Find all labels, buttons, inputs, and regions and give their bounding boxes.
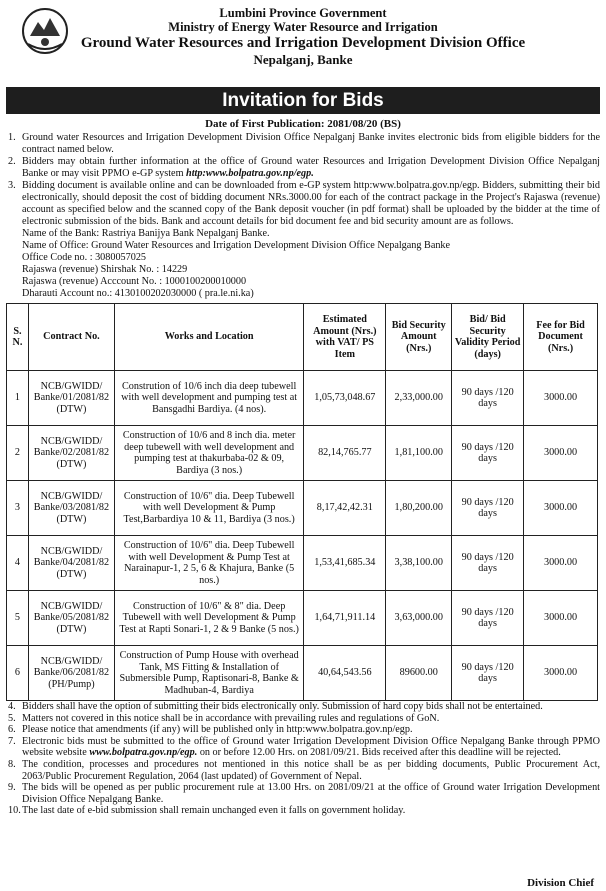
notice-tail — [8, 701, 600, 817]
table-row: 1 NCB/GWIDD/ Banke/01/2081/82 (DTW) Constrution of 10/6 inch dia deep tubewell with well development and pumping test at Bansgadhi Bardiya. (4 nos). 1,05,73,048.67 2,33,000.00 90 days /120 days 3000.00 — [7, 371, 598, 426]
table-header-row — [7, 304, 598, 371]
notice-point: 4. Bidders shall have the option of submitting their bids electronically only. Submission of hard copy bids shall not be entertained. — [8, 701, 543, 712]
col-sn: S. N. — [7, 304, 29, 371]
notice-point: 2. Bidders may obtain further information at the office of Ground water Resources and Irrigation Development Division Office Nepalganj Banke or may visit PPMO e-GP system http:www.bolpatra.gov.np/egp. — [8, 156, 600, 179]
government-emblem-icon — [20, 6, 70, 56]
letterhead — [0, 0, 606, 84]
table-row: 6 NCB/GWIDD/ Banke/06/2081/82 (PH/Pump) Construction of Pump House with overhead Tank, MS Fitting & Installation of Submersible Pump, Raptisonari-8, Banke & Madhuban-4, Bardiya 40,64,543.56 89600.00 90 days /120 days 3000.00 — [7, 646, 598, 701]
egp-link[interactable]: http:www.bolpatra.gov.np/egp. — [186, 168, 314, 179]
notice-body — [8, 132, 600, 300]
signature-title: Division Chief — [527, 877, 594, 889]
col-works: Works and Location — [114, 304, 303, 371]
col-estimate: Estimated Amount (Nrs.) with VAT/ PS Item — [304, 304, 386, 371]
office-code: Office Code no. : 3080057025 — [22, 252, 147, 263]
notice-point: 1. Ground water Resources and Irrigation Development Division Office Nepalganj Banke invites electronic bids from eligible bidders for the contract named below. — [8, 132, 600, 155]
province-line: Lumbini Province Government — [219, 6, 387, 20]
publication-date: Date of First Publication: 2081/08/20 (BS) — [205, 118, 401, 130]
office-location: Nepalganj, Banke — [253, 52, 353, 67]
revenue-account: Rajaswa (revenue) Acccount No. : 1000100200010000 — [22, 276, 247, 287]
col-contract: Contract No. — [28, 304, 114, 371]
page-title: Invitation for Bids — [6, 87, 600, 114]
notice-point: 5. Matters not covered in this notice shall be in accordance with prevailing rules and regulations of GoN. — [8, 712, 440, 724]
notice-point: 7. Electronic bids must be submitted to the office of Ground water Irrigation Development Division Office Nepalgang Banke through PPMO website website www.bolpatra.gov.np/egp. on or before 12.00 Hrs. on 2081/09/21. Bids received after this deadline will be rejected. — [8, 735, 600, 759]
col-fee: Fee for Bid Document (Nrs.) — [524, 304, 598, 371]
table-row: 5 NCB/GWIDD/ Banke/05/2081/82 (DTW) Construction of 10/6" & 8" dia. Deep Tubewell with well Development & Pump Test at Rapti Sonari-1, 2 & 9 Banke (5 nos.) 1,64,71,911.14 3,63,000.00 90 days /120 days 3000.00 — [7, 591, 598, 646]
notice-point: 6. Please notice that amendments (if any) will be published only in http:www.bolpatra.gov.np/egp. — [8, 724, 413, 736]
office-name: Name of Office: Ground Water Resources and Irrigation Development Division Office Nepalgang Banke — [22, 240, 451, 251]
table-row: 2 NCB/GWIDD/ Banke/02/2081/82 (DTW) Construction of 10/6 and 8 inch dia. meter deep tubewell with well development and pumping test at thakurbaba-02 & 09, Bardiya (3 nos.) 82,14,765.77 1,81,100.00 90 days /120 days 3000.00 — [7, 426, 598, 481]
table-row: 3 NCB/GWIDD/ Banke/03/2081/82 (DTW) Construction of 10/6" dia. Deep Tubewell with well Development & Pump Test,Barbardiya 10 & 11, Bardiya (3 nos.) 8,17,42,42.31 1,80,200.00 90 days /120 days 3000.00 — [7, 481, 598, 536]
table-row: 4 NCB/GWIDD/ Banke/04/2081/82 (DTW) Construction of 10/6" dia. Deep Tubewell with well Development & Pump Test at Narainapur-1, 2 5, 6 & Khajura, Banke (5 nos.) 1,53,41,685.34 3,38,100.00 90 days /120 days 3000.00 — [7, 536, 598, 591]
notice-point: 8. The condition, processes and procedures not mentioned in this notice shall be as per bidding documents, Public Procurement Act, 2063/Public Procurement Regulation, 2064 (last updated) of Government of Nepal. — [8, 758, 600, 782]
ministry-line: Ministry of Energy Water Resource and Irrigation — [168, 20, 438, 34]
revenue-shirshak: Rajaswa (revenue) Shirshak No. : 14229 — [22, 264, 188, 275]
office-title: Ground Water Resources and Irrigation Development Division Office — [80, 35, 526, 51]
bids-table — [6, 303, 598, 701]
notice-point: 10. The last date of e-bid submission shall remain unchanged even it falls on government holiday. — [8, 805, 406, 817]
notice-point: 9. The bids will be opened as per public procurement rule at 13.00 Hrs. on 2081/09/21 at the office of Ground water Irrigation Development Division Office Nepalgang Banke. — [8, 782, 600, 805]
col-validity: Bid/ Bid Security Validity Period (days) — [452, 304, 524, 371]
notice-point: 3. Bidding document is available online and can be downloaded from e-GP system http:www.bolpatra.gov.np/egp. Bidders, submitting their bid electronically, should deposit the cost of bidding document NRs.3000.00 for each of the contract package in the Project's Rajaswa (revenue) account as specified below and the scanned copy of the Bank deposit voucher (in pdf format) shall be uploaded by the bidder at the time of electronic submission of the bids. Bank and account details for bid document fee and bid security amount are as follows. — [8, 180, 600, 227]
bank-name: Name of the Bank: Rastriya Banijya Bank Nepalganj Banke. — [22, 228, 270, 239]
ppmo-link[interactable]: www.bolpatra.gov.np/egp. — [89, 747, 198, 759]
col-security: Bid Security Amount (Nrs.) — [386, 304, 452, 371]
dharauti-account: Dharauti Account no.: 4130100202030000 ( pra.le.ni.ka) — [22, 288, 254, 299]
